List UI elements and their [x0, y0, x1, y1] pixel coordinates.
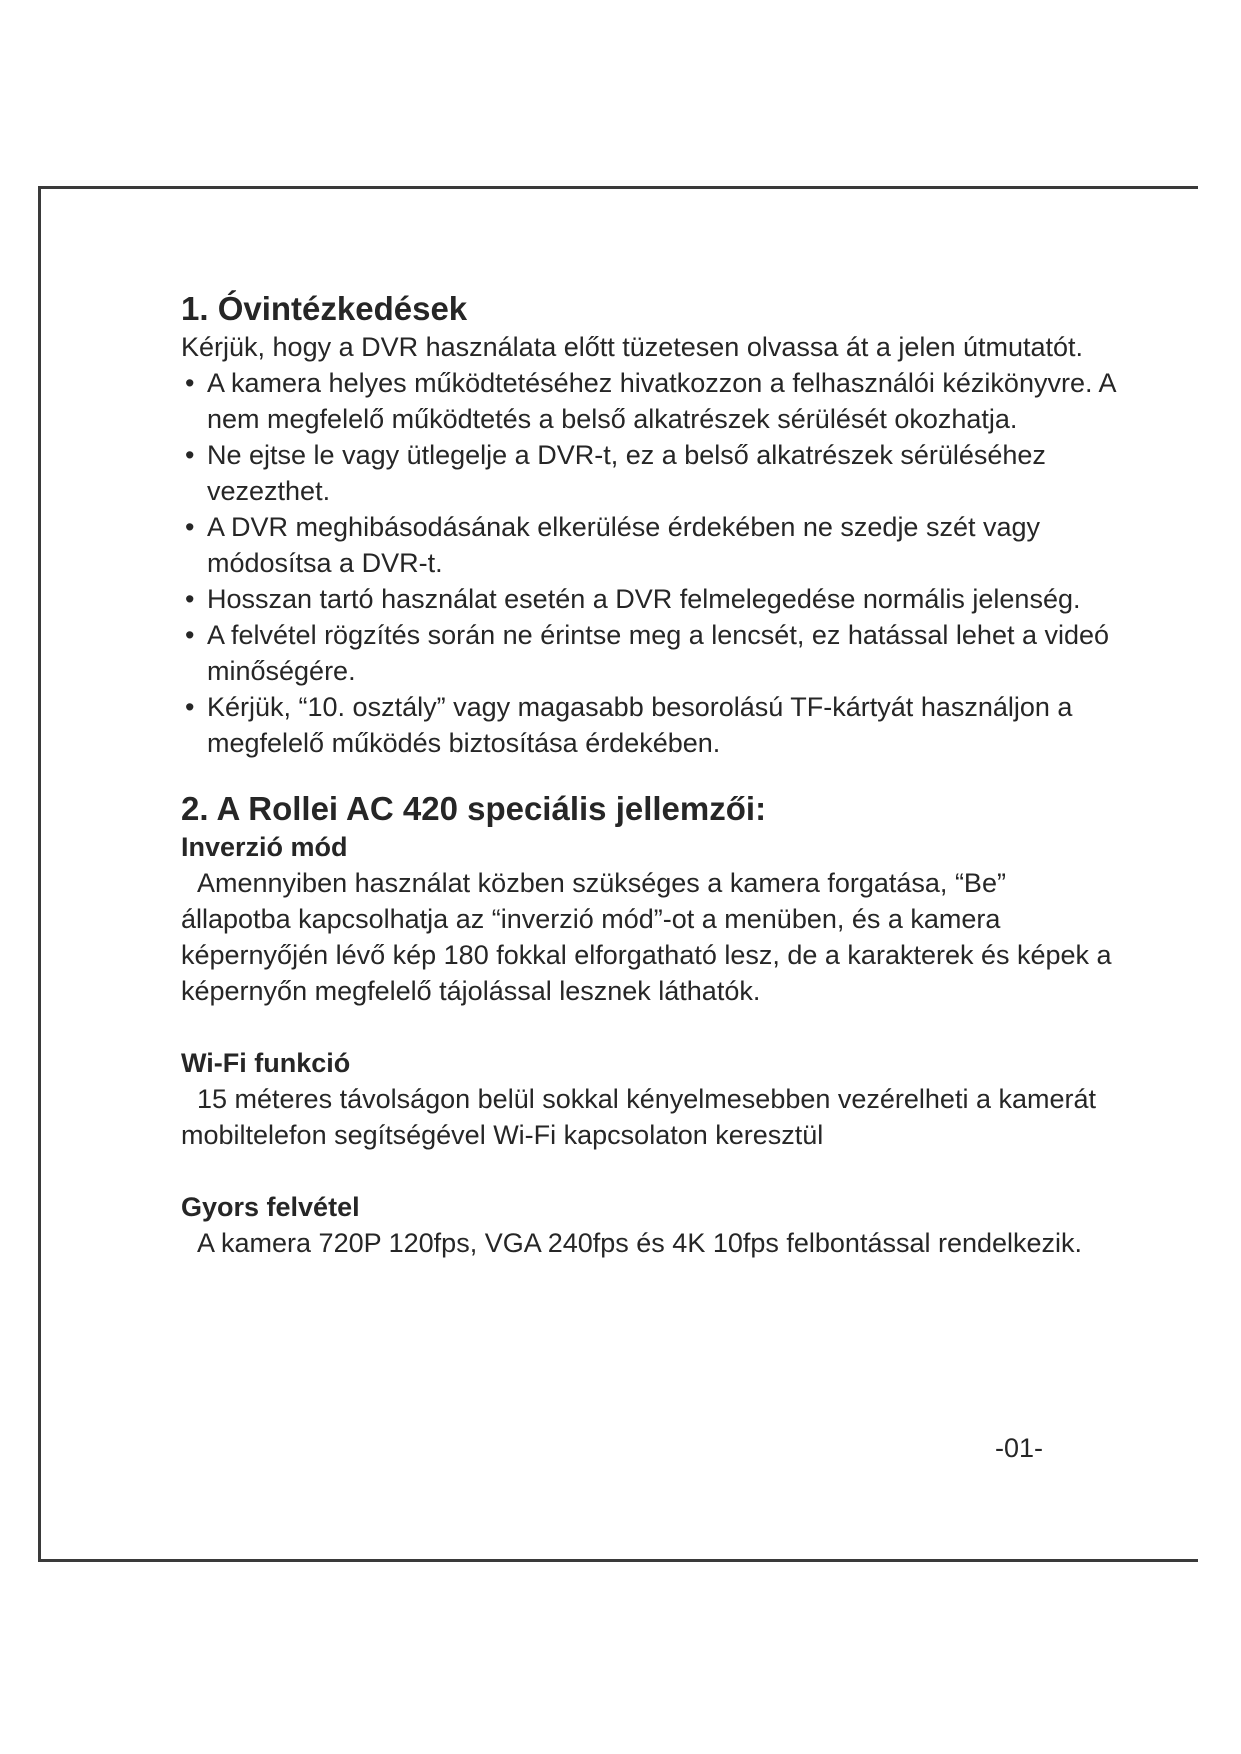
list-item-text: Ne ejtse le vagy ütlegelje a DVR-t, ez a belső alkatrészek sérüléséhez vezezthet. [207, 440, 1046, 506]
section-1-intro: Kérjük, hogy a DVR használata előtt tüzetesen olvassa át a jelen útmutatót. [181, 332, 1084, 362]
list-item-text: A felvétel rögzítés során ne érintse meg a lencsét, ez hatással lehet a videó minőségére. [207, 620, 1110, 686]
list-item-text: A kamera helyes működtetéséhez hivatkozzon a felhasználói kézikönyvre. A nem megfelelő működtetés a belső alkatrészek sérülését okozhatja. [207, 368, 1116, 434]
list-item [181, 581, 1121, 617]
list-item-text: Kérjük, “10. osztály” vagy magasabb besorolású TF-kártyát használjon a megfelelő működés biztosítása érdekében. [207, 692, 1073, 758]
bullet-icon: • [185, 620, 195, 650]
list-item [181, 617, 1121, 689]
bullet-icon: • [185, 584, 195, 614]
feature-heading-inversion: Inverzió mód [181, 832, 348, 862]
feature-spacer [181, 1153, 1121, 1189]
bullet-icon: • [185, 692, 195, 722]
feature-heading-fast-recording: Gyors felvétel [181, 1192, 360, 1222]
bullet-icon: • [185, 512, 195, 542]
bullet-icon: • [185, 440, 195, 470]
feature-spacer [181, 1009, 1121, 1045]
section-1-title: 1. Óvintézkedések [181, 290, 468, 327]
feature-text-wifi: 15 méteres távolságon belül sokkal kényelmesebben vezérelheti a kamerát mobiltelefon segítségével Wi-Fi kapcsolaton keresztül [181, 1084, 1097, 1150]
page-number: -01- [995, 1433, 1044, 1463]
feature-text-inversion: Amennyiben használat közben szükséges a kamera forgatása, “Be” állapotba kapcsolhatja az “inverzió mód”-ot a menüben, és a kamera képernyőjén lévő kép 180 fokkal elforgatható lesz, de a karakterek és képek a képernyőn megfelelő tájolással lesznek láthatók. [181, 868, 1112, 1006]
list-item [181, 509, 1121, 581]
list-item [181, 689, 1121, 761]
feature-text-fast-recording: A kamera 720P 120fps, VGA 240fps és 4K 10fps felbontással rendelkezik. [197, 1228, 1083, 1258]
section-2-title: 2. A Rollei AC 420 speciális jellemzői: [181, 790, 767, 827]
list-item-text: A DVR meghibásodásának elkerülése érdekében ne szedje szét vagy módosítsa a DVR-t. [207, 512, 1041, 578]
bullet-icon: • [185, 368, 195, 398]
list-item [181, 365, 1121, 437]
section-spacer [181, 761, 1121, 789]
document-content [181, 289, 1121, 1261]
list-item [181, 437, 1121, 509]
feature-heading-wifi: Wi-Fi funkció [181, 1048, 351, 1078]
precautions-list [181, 365, 1121, 761]
list-item-text: Hosszan tartó használat esetén a DVR felmelegedése normális jelenség. [207, 584, 1081, 614]
